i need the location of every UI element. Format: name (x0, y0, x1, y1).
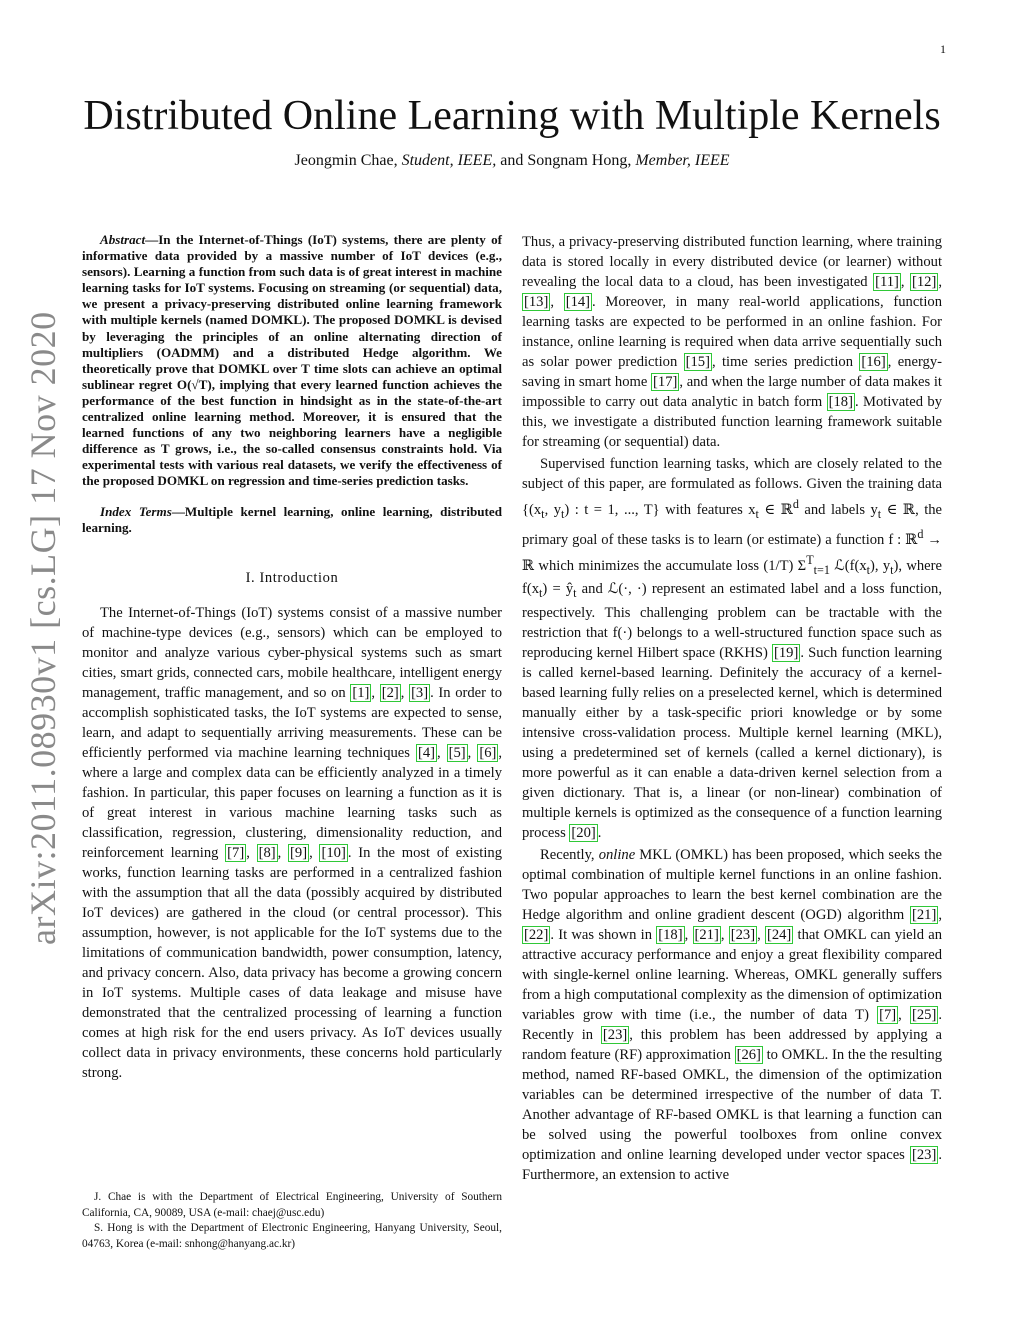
math-superscript: d (792, 497, 799, 511)
right-paragraph-2-text: ), y (870, 557, 891, 574)
right-paragraph-3-text: MKL (OMKL) has been proposed, which seeks the optimal combination of multiple kernel functions in an online fashion. Two popular approaches to learn the best kernel combination are the Hedge algorithm and online gradient descent (OGD) algorithm (522, 847, 942, 924)
author-1-role: Student, IEEE, (401, 152, 497, 169)
right-paragraph-1-text: , time series prediction (711, 354, 860, 370)
intro-paragraph-1-text: , (309, 844, 320, 861)
right-paragraph-1-text: Thus, a privacy-preserving distributed function learning, where training data is stored locally in every distributed device (or learner) without revealing the local data to a cloud, has been investigated (522, 234, 942, 290)
math-subscript: t (561, 506, 565, 521)
page-number: 1 (940, 42, 946, 56)
section-heading-introduction: I. Introduction (245, 569, 339, 586)
intro-paragraph-1-text: , (467, 744, 478, 761)
right-paragraph-2-text: and ℒ(·, ·) represent an estimated label and a loss function, respectively. This challenging problem can be tractable with the restriction that f(·) belongs to a well-structured function space such as reproducing kernel Hilbert space (RKHS) (522, 581, 942, 662)
citation-link[interactable]: [16] (861, 354, 886, 370)
author-line (0, 152, 1024, 170)
right-paragraph-3-text: that OMKL can yield an attractive accuracy performance and enjoy a great flexibility compared with single-kernel online learning. Whereas, OMKL generally suffers from a high computational complexity as the dimension of optimization variables grow with time (i.e., the number of data T) (522, 927, 943, 1024)
abstract (82, 232, 502, 490)
intro-paragraph-1-text: . In the most of existing works, function learning tasks are performed in a centralized fashion with the assumption that all the data (possibly acquired by distributed IoT devices) are gathered in the cloud (or central processor). This assumption, however, is not applicable for the IoT systems due to the limitations of communication bandwidth, power consumption, latency, and privacy concern. Also, data privacy has become a growing concern in IoT systems. Multiple cases of data leakage and misuse have demonstrated that the centralized processing of learning a function comes at high risk for the end users privacy. As IoT devices usually collect data in privacy environments, these concerns hold particularly strong. (82, 844, 502, 1081)
left-column (82, 232, 502, 1083)
intro-paragraph-1-text: , (371, 684, 380, 701)
right-paragraph-2-text: ) : t = 1, ..., T} with features x (564, 501, 756, 518)
citation-link[interactable]: [19] (774, 645, 799, 662)
citation-link[interactable]: [4] (417, 744, 435, 761)
intro-paragraph-1-text: , where a large and complex data can be efficiently analyzed in a timely fashion. In particular, this paper focuses on learning a function as it is of great interest in various machine learning tasks such as classification, regression, clustering, dimensionality reduction, and reinforcement learning (82, 744, 503, 861)
citation-link[interactable]: [18] (658, 927, 683, 944)
math-subscript: t (541, 506, 545, 521)
right-paragraph-2-text: → ℝ which minimizes the accumulate loss (1/T) Σ (522, 531, 942, 574)
right-paragraph-2-text: and labels y (798, 501, 878, 518)
right-paragraph-1-text: , (938, 274, 942, 290)
right-paragraph-2-text: . Such function learning is called kernel-based learning. Definitely the accuracy of a kernel-based learning fully relies on a preselected kernel, which is determined manually either by a task-specific priori knowledge or by some intensive cross-validation process. Multiple kernel learning (MKL), using a predetermined set of kernels (called a kernel dictionary), is more powerful as it can enable a data-driven kernel selection from a given dictionary. That is, a linear (or non-linear) combination of multiple kernels is optimized as the consequence of a function learning process (522, 645, 943, 842)
citation-link[interactable]: [21] (694, 927, 719, 944)
right-paragraph-3-text: . Furthermore, an extension to active (522, 1147, 942, 1184)
citation-link[interactable]: [20] (571, 825, 596, 842)
math-superscript: d (917, 526, 924, 541)
right-paragraph-2-text: . (597, 825, 602, 842)
citation-link[interactable]: [23] (730, 927, 756, 944)
citation-link[interactable]: [8] (258, 844, 276, 861)
citation-link[interactable]: [11] (875, 274, 899, 290)
citation-link[interactable]: [22] (524, 927, 549, 944)
citation-link[interactable]: [14] (565, 294, 591, 310)
right-paragraph-1-text: . Motivated by this, we investigate a distributed function learning framework suitable for streaming (or sequential) data. (522, 394, 942, 450)
math-subscript: t (877, 506, 882, 521)
right-column (522, 232, 942, 1187)
right-paragraph-2-text: , y (544, 501, 561, 518)
right-paragraph-1 (522, 232, 942, 452)
math-subscript: t (755, 506, 759, 521)
citation-link[interactable]: [13] (524, 294, 549, 310)
citation-link[interactable]: [26] (736, 1047, 761, 1064)
abstract-label: Abstract (100, 232, 146, 247)
math-subscript: t (539, 586, 543, 601)
right-paragraph-2-text: Supervised function learning tasks, which are closely related to the subject of this paper, are formulated as follows. Given the training data {(x (522, 456, 942, 518)
right-paragraph-3-text: , (720, 927, 729, 944)
citation-link[interactable]: [2] (381, 684, 399, 701)
math-subscript: t (866, 562, 871, 577)
right-paragraph-1-text: , and when the large number of data makes it impossible to carry out data analytic in batch form (522, 374, 942, 410)
citation-link[interactable]: [7] (227, 844, 245, 861)
index-terms-text: —Multiple kernel learning, online learning, distributed learning. (82, 503, 503, 535)
right-paragraph-3-text: . It was shown in (550, 927, 657, 944)
math-subscript: t (573, 586, 577, 601)
right-paragraph-3-text: , (898, 1007, 911, 1024)
citation-link[interactable]: [10] (321, 844, 346, 861)
intro-paragraph-1-text: . In order to accomplish sophisticated tasks, the IoT systems are expected to sense, learn, and adapt to sequentially arriving measurements. These can be efficiently performed via machine learning techniques (82, 684, 503, 761)
math-superscript: T (806, 552, 814, 567)
right-paragraph-3-text: , (684, 927, 693, 944)
citation-link[interactable]: [21] (912, 907, 937, 924)
citation-link[interactable]: [5] (448, 744, 466, 761)
right-paragraph-2-text: ), where f(x (522, 557, 942, 598)
citation-link[interactable]: [15] (685, 354, 710, 370)
abstract-text: —In the Internet-of-Things (IoT) systems, there are plenty of informative data provided by a massive number of IoT devices (e.g., sensors). Learning a function from such data is of great interest in machine learning tasks for IoT systems. Focusing on streaming (or sequential) data, we present a privacy-preserving distributed online learning framework with multiple kernels (named DOMKL). The proposed DOMKL is devised by leveraging the principles of an online alternating direction of multipliers (OADMM) and a distributed Hedge algorithm. We theoretically prove that DOMKL over T time slots can achieve an optimal sublinear regret O(√T), implying that every learned function achieves the performance of the best function in hindsight as in the state-of-the-art centralized online learning method. Moreover, it is ensured that the learned functions of any two neighboring learners have a negligible difference as T grows, i.e., the so-called consensus constraints hold. Via experimental tests with various real datasets, we verify the effectiveness of the proposed DOMKL on regression and time-series prediction tasks. (82, 232, 502, 489)
math-subscript: t=1 (813, 562, 830, 577)
arxiv-identifier: arXiv:2011.08930v1 [cs.LG] 17 Nov 2020 (23, 311, 63, 945)
footnote-1: J. Chae is with the Department of Electrical Engineering, University of Southern California, CA, 90089, USA (e-mail: chaej@usc.edu) (82, 1191, 502, 1219)
right-paragraph-1-text: , (900, 274, 911, 290)
author-2: and Songnam Hong, (500, 152, 632, 169)
right-paragraph-3-text: to OMKL. In the the resulting method, named RF-based OMKL, the dimension of the optimization variables can be determined irrespective of the number of data T. Another advantage of RF-based OMKL is that learning a function can be solved using the powerful toolboxes from online convex optimization and online learning developed under vector spaces (522, 1047, 943, 1164)
right-paragraph-2-text: ℒ(f(x (829, 557, 867, 574)
right-paragraph-2-text: ∈ ℝ, the primary goal of these tasks is to learn (or estimate) a function f : ℝ (522, 501, 943, 548)
author-2-role: Member, IEEE (635, 152, 730, 169)
intro-paragraph-1-text: , (436, 744, 447, 761)
citation-link[interactable]: [3] (411, 684, 429, 701)
right-paragraph-3-text: , (938, 907, 942, 924)
footnote-2: S. Hong is with the Department of Electronic Engineering, Hanyang University, Seoul, 04763, Korea (e-mail: snhong@hanyang.ac.kr) (82, 1222, 502, 1250)
citation-link[interactable]: [9] (290, 844, 308, 861)
index-terms (82, 504, 502, 536)
citation-link[interactable]: [23] (602, 1027, 628, 1044)
right-paragraph-2-text: ) = ŷ (542, 581, 574, 598)
right-paragraph-3-text: , this problem has been addressed by applying a random feature (RF) approximation (522, 1027, 942, 1064)
right-paragraph-3-text: , (757, 927, 765, 944)
right-paragraph-1-text: , (550, 294, 564, 310)
citation-link[interactable]: [6] (479, 744, 497, 761)
right-paragraph-1-text: , energy-saving in smart home (522, 354, 942, 390)
right-paragraph-3 (522, 845, 942, 1185)
intro-paragraph-1 (82, 603, 502, 1083)
emphasis: online (598, 847, 636, 864)
citation-link[interactable]: [1] (352, 684, 370, 701)
intro-paragraph-1-text: , (246, 844, 257, 861)
right-paragraph-2-text: ∈ ℝ (758, 501, 793, 518)
citation-link[interactable]: [17] (653, 374, 678, 390)
intro-paragraph-1-text: , (277, 844, 289, 861)
intro-paragraph-1-text: The Internet-of-Things (IoT) systems consist of a massive number of machine-type devices (e.g., sensors) which can be employed to monitor and analyze various cyber-physical systems such as smart cities, smart grids, connected cars, mobile healthcare, intelligent energy management, traffic management, and so on (82, 604, 502, 701)
right-paragraph-1-text: . Moreover, in many real-world applications, function learning tasks are expected to be performed in an online fashion. For instance, online learning is required when data arrive sequentially such as solar power prediction (522, 294, 942, 370)
intro-paragraph-1-text: , (400, 684, 410, 701)
author-1: Jeongmin Chae, (294, 152, 398, 169)
citation-link[interactable]: [7] (879, 1007, 897, 1024)
index-terms-label: Index Terms (100, 503, 172, 519)
right-paragraph-3-text: Recently, (540, 847, 599, 864)
footnotes (82, 1190, 502, 1252)
citation-link[interactable]: [18] (828, 394, 853, 410)
citation-link[interactable]: [23] (912, 1147, 937, 1164)
citation-link[interactable]: [24] (766, 927, 792, 944)
right-paragraph-3-text: . Recently in (522, 1007, 942, 1044)
math-subscript: t (890, 562, 894, 577)
citation-link[interactable]: [25] (912, 1007, 937, 1024)
right-paragraph-2 (522, 454, 942, 843)
paper-title: Distributed Online Learning with Multiple Kernels (83, 93, 941, 139)
citation-link[interactable]: [12] (912, 274, 937, 290)
